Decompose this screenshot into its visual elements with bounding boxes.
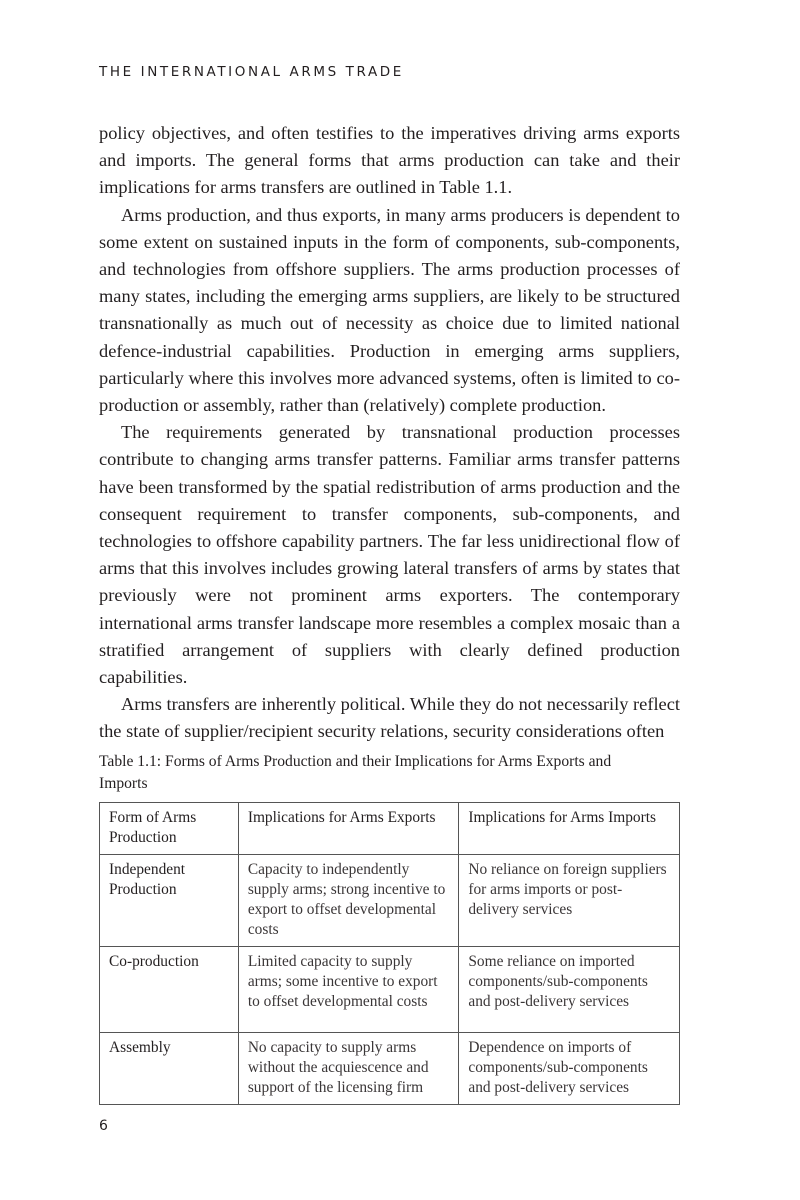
paragraph: Arms production, and thus exports, in many arms producers is dependent to some extent on sustained inputs in the form of components, sub-components, and technologies from offshore suppliers. The arms production processes of many states, including the emerging arms suppliers, are likely to be structured transnationally as much out of necessity as choice due to limited national defence-industrial capabilities. Production in emerging arms suppliers, particularly where this involves more advanced systems, often is limited to co-production or assembly, rather than (relatively) complete production. (99, 204, 680, 416)
imports-cell: No reliance on foreign suppliers for arms imports or post-delivery services (459, 855, 680, 947)
column-header-exports: Implications for Arms Exports (238, 803, 459, 855)
imports-cell: Some reliance on imported components/sub-components and post-delivery services (459, 947, 680, 1033)
paragraph: The requirements generated by transnational production processes contribute to changing arms transfer patterns. Familiar arms transfer patterns have been transformed by the spatial redistribution of arms production and the consequent requirement to transfer components, sub-components, and technologies to offshore capability partners. The far less unidirectional flow of arms that this involves includes growing lateral transfers of arms by states that previously were not prominent arms exporters. The contemporary international arms transfer landscape more resembles a complex mosaic than a stratified arrangement of suppliers with clearly defined production capabilities. (99, 422, 680, 688)
exports-cell: Capacity to independently supply arms; strong incentive to export to offset developmental costs (238, 855, 459, 947)
table-header-row (100, 803, 680, 855)
page-number: 6 (99, 1118, 108, 1134)
table-caption: Table 1.1: Forms of Arms Production and their Implications for Arms Exports and Imports (99, 753, 612, 792)
running-head: THE INTERNATIONAL ARMS TRADE (99, 64, 404, 80)
imports-cell: Dependence on imports of components/sub-components and post-delivery services (459, 1033, 680, 1105)
table-row (100, 855, 680, 947)
form-cell: Co-production (100, 947, 239, 1033)
exports-cell: No capacity to supply arms without the acquiescence and support of the licensing firm (238, 1033, 459, 1105)
body-text (99, 120, 680, 746)
paragraph: policy objectives, and often testifies to the imperatives driving arms exports and imports. The general forms that arms production can take and their implications for arms transfers are outlined in Table 1.1. (99, 123, 680, 198)
exports-cell: Limited capacity to supply arms; some incentive to export to offset developmental costs (238, 947, 459, 1033)
arms-production-table (99, 802, 680, 1105)
form-cell: Assembly (100, 1033, 239, 1105)
column-header-form: Form of Arms Production (100, 803, 239, 855)
paragraph: Arms transfers are inherently political. While they do not necessarily reflect the state of supplier/recipient security relations, security considerations often (99, 694, 680, 742)
column-header-imports: Implications for Arms Imports (459, 803, 680, 855)
table-row (100, 1033, 680, 1105)
form-cell: Independent Production (100, 855, 239, 947)
table-row (100, 947, 680, 1033)
